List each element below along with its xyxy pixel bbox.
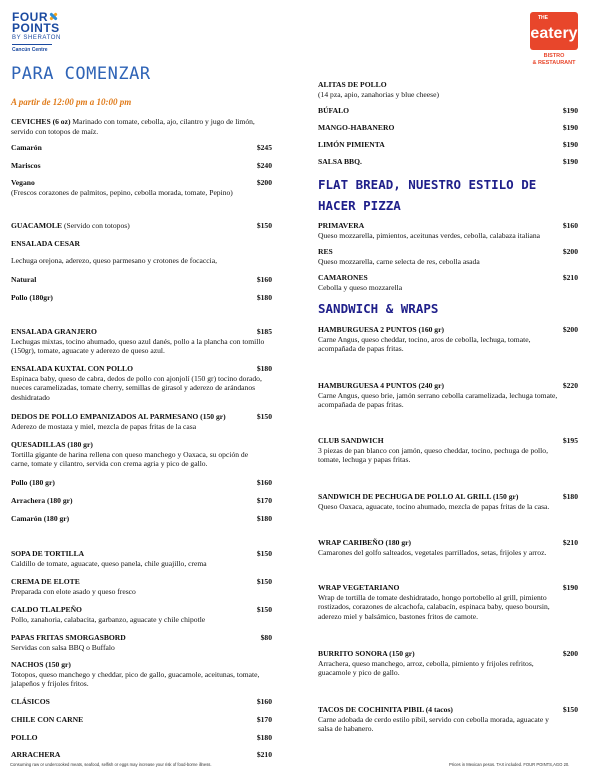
menu-item-name: BÚFALO — [318, 106, 350, 115]
menu-item — [11, 239, 266, 249]
menu-item — [11, 327, 266, 356]
menu-item-description: Carne adobada de cerdo estilo pibil, servido con cebolla morada, aguacate y salsa de habanero. — [318, 714, 549, 734]
menu-item — [11, 364, 266, 402]
menu-item — [318, 649, 558, 678]
menu-item-price: $210 — [562, 273, 578, 282]
section-title-flatbread — [318, 174, 536, 216]
menu-item-name: RES — [318, 247, 333, 256]
menu-item — [318, 492, 558, 511]
menu-item-price: $180 — [256, 364, 272, 373]
menu-item — [11, 660, 266, 689]
menu-item-name: Natural — [11, 275, 37, 284]
menu-item — [11, 275, 266, 285]
menu-item — [11, 293, 266, 303]
menu-item-name: Camarón — [11, 143, 42, 152]
menu-item-name: NACHOS (150 gr) — [11, 660, 71, 669]
menu-item-name: CEVICHES (6 oz) — [11, 117, 71, 126]
menu-item-name: WRAP VEGETARIANO — [318, 583, 400, 592]
menu-item-price: $160 — [256, 275, 272, 284]
menu-item-price: $245 — [256, 143, 272, 152]
menu-item-price: $150 — [256, 412, 272, 421]
menu-item-description: Servidas con salsa BBQ o Buffalo — [11, 642, 115, 652]
menu-item-price: $200 — [562, 325, 578, 334]
menu-item-name: BURRITO SONORA (150 gr) — [318, 649, 415, 658]
menu-item-price: $210 — [562, 538, 578, 547]
menu-item — [11, 715, 266, 725]
menu-item-price: $180 — [256, 733, 272, 742]
menu-item-price: $170 — [256, 496, 272, 505]
menu-item-description: Queso Oaxaca, aguacate, tocino ahumado, mezcla de papas fritas de la casa. — [318, 501, 550, 511]
menu-item — [11, 750, 266, 760]
menu-item-price: $200 — [562, 247, 578, 256]
menu-item-price: $150 — [256, 577, 272, 586]
menu-item — [11, 440, 266, 469]
eatery-tagline-1: BISTRO — [543, 53, 565, 59]
logo-line-2: POINTS — [12, 21, 60, 35]
menu-item — [318, 436, 558, 465]
menu-item-price: $190 — [562, 583, 578, 592]
menu-item — [318, 123, 558, 133]
menu-item-description: Espinaca baby, queso de cabra, dedos de pollo con ajonjolí (150 gr) tocino dorado, nueces caramelizadas, tomate cherry, semillas de girasol y aderezo de arándanos deshidratado — [11, 373, 262, 402]
menu-item-description: Wrap de tortilla de tomate deshidratado, hongo portobello al grill, pimiento rostizados, corazones de alcachofa, calabacín, espinaca baby, queso boursin, aderezo miel y balsámico, bastones fritos de camote. — [318, 592, 550, 621]
menu-item — [11, 178, 266, 197]
logo-location: Cancún Centre — [12, 47, 48, 53]
menu-item-price: $200 — [562, 649, 578, 658]
menu-item-description: (14 pza, apio, zanahorias y blue cheese) — [318, 89, 440, 99]
menu-item — [11, 117, 266, 136]
menu-item-name: Pollo (180gr) — [11, 293, 53, 302]
menu-item-name: ARRACHERA — [11, 750, 61, 759]
menu-item-price: $195 — [562, 436, 578, 445]
menu-item-price: $180 — [256, 293, 272, 302]
logo-line-1: FOUR — [12, 10, 48, 24]
eatery-logo — [528, 12, 580, 70]
menu-item-description: Aderezo de mostaza y miel, mezcla de papas fritas de la casa — [11, 421, 197, 431]
menu-item-description: Marinado con tomate, cebolla, ajo, cilantro y jugo de limón, servido con totopos de maíz. — [11, 117, 255, 136]
menu-item-name: LIMÓN PIMIENTA — [318, 140, 385, 149]
four-points-logo — [12, 12, 98, 60]
menu-item-name: PRIMAVERA — [318, 221, 365, 230]
menu-item-price: $220 — [562, 381, 578, 390]
menu-item-description: Preparada con elote asado y queso fresco — [11, 586, 136, 596]
menu-item-price: $190 — [562, 140, 578, 149]
eatery-badge — [530, 12, 578, 50]
menu-item-name: Arrachera (180 gr) — [11, 496, 73, 505]
menu-item-description: Camarones del golfo salteados, vegetales parrillados, setas, frijoles y arroz. — [318, 547, 547, 557]
menu-item-description: Lechuga orejona, aderezo, queso parmesano y crotones de focaccia, — [11, 256, 217, 265]
section-title-sandwich: SANDWICH & WRAPS — [318, 301, 439, 316]
menu-item-name: QUESADILLAS (180 gr) — [11, 440, 93, 449]
menu-item-description: Cebolla y queso mozzarella — [318, 282, 403, 292]
menu-item-price: $190 — [562, 106, 578, 115]
menu-item-price: $160 — [256, 478, 272, 487]
menu-item-name: CREMA DE ELOTE — [11, 577, 80, 586]
menu-item — [11, 496, 266, 506]
menu-item — [318, 140, 558, 150]
menu-item-price: $210 — [256, 750, 272, 759]
menu-item-description: Caldillo de tomate, aguacate, queso panela, chile guajillo, crema — [11, 558, 207, 568]
menu-item-name: TACOS DE COCHINITA PIBIL (4 tacos) — [318, 705, 453, 714]
menu-item — [318, 381, 558, 410]
menu-item-name: Pollo (180 gr) — [11, 478, 55, 487]
menu-item-price: $150 — [562, 705, 578, 714]
menu-item-description: 3 piezas de pan blanco con jamón, queso cheddar, tocino, pechuga de pollo, tomate, lechuga y papas fritas. — [318, 445, 548, 465]
menu-item-name: ENSALADA CESAR — [11, 239, 80, 248]
menu-item-name: WRAP CARIBEÑO (180 gr) — [318, 538, 412, 547]
menu-item — [318, 325, 558, 354]
menu-item — [11, 514, 266, 524]
menu-item-name: Vegano — [11, 178, 35, 187]
menu-item-name: SOPA DE TORTILLA — [11, 549, 85, 558]
menu-item-price: $150 — [256, 549, 272, 558]
menu-item-description: Queso mozzarella, pimientos, aceitunas verdes, cebolla, calabaza italiana — [318, 230, 541, 240]
flatbread-title-line-2: HACER PIZZA — [318, 198, 401, 213]
logo-byline: BY SHERATON — [12, 35, 61, 41]
menu-item — [11, 478, 266, 488]
footer-prices-note: Prices in Mexican pesos. TAX included. FOUR POINTS,AGO 20. — [449, 762, 570, 767]
menu-item-description: Carne Angus, queso cheddar, tocino, aros de cebolla, lechuga, tomate, acompañada de papas fritas. — [318, 334, 531, 354]
menu-item-name: CLUB SANDWICH — [318, 436, 384, 445]
menu-item — [318, 705, 558, 734]
menu-item-description: Lechugas mixtas, tocino ahumado, queso azul danés, pollo a la plancha con tomillo (150gr), tomate, aguacate y aderezo de queso azul. — [11, 336, 265, 356]
menu-item-description: Pollo, zanahoria, calabacita, garbanzo, aguacate y chile chipotle — [11, 614, 206, 624]
menu-item — [11, 256, 266, 266]
menu-item-price: $190 — [562, 157, 578, 166]
menu-item — [11, 605, 266, 624]
menu-item-name: PAPAS FRITAS SMORGASBORD — [11, 633, 126, 642]
menu-item-price: $185 — [256, 327, 272, 336]
service-hours: A partir de 12:00 pm a 10:00 pm — [11, 97, 132, 107]
four-points-mark-icon — [49, 12, 58, 21]
eatery-small-text: THE — [538, 15, 548, 21]
menu-item-name: SANDWICH DE PECHUGA DE POLLO AL GRILL (150 gr) — [318, 492, 519, 501]
menu-item-description: Carne Angus, queso brie, jamón serrano cebolla caramelizada, lechuga tomate, acompañada de papas fritas. — [318, 390, 558, 410]
menu-item-name: SALSA BBQ. — [318, 157, 362, 166]
eatery-name: eatery — [530, 25, 578, 42]
menu-item — [318, 80, 558, 99]
menu-item — [11, 633, 266, 652]
menu-item-name: ENSALADA KUXTAL CON POLLO — [11, 364, 134, 373]
menu-item — [11, 143, 266, 153]
menu-item-name: CALDO TLALPEÑO — [11, 605, 82, 614]
menu-item-name: ENSALADA GRANJERO — [11, 327, 97, 336]
menu-item-price: $170 — [256, 715, 272, 724]
menu-item-name: CAMARONES — [318, 273, 368, 282]
menu-item-price: $190 — [562, 123, 578, 132]
menu-item-name: POLLO — [11, 733, 38, 742]
menu-item — [318, 157, 558, 167]
menu-item-price: $200 — [256, 178, 272, 187]
menu-item-price: $150 — [256, 221, 272, 230]
menu-item — [11, 733, 266, 743]
menu-item-price: $160 — [256, 697, 272, 706]
menu-item-name: Camarón (180 gr) — [11, 514, 70, 523]
menu-item-price: $180 — [562, 492, 578, 501]
menu-item-name: CHILE CON CARNE — [11, 715, 84, 724]
menu-item-description: Queso mozzarella, carne selecta de res, cebolla asada — [318, 256, 480, 266]
menu-item-price: $160 — [562, 221, 578, 230]
menu-item — [318, 106, 558, 116]
menu-item-name: HAMBURGUESA 4 PUNTOS (240 gr) — [318, 381, 445, 390]
menu-item — [11, 697, 266, 707]
menu-item-description: Totopos, queso manchego y cheddar, pico de gallo, guacamole, aceitunas, tomate, jalapeños y frijoles fritos. — [11, 669, 260, 689]
menu-item-description: Arrachera, queso manchego, arroz, cebolla, pimiento y frijoles refritos, guacamole y pico de gallo. — [318, 658, 534, 678]
logo-divider — [12, 44, 52, 45]
menu-item-name: HAMBURGUESA 2 PUNTOS (160 gr) — [318, 325, 445, 334]
menu-item — [318, 538, 558, 557]
menu-item-name: DEDOS DE POLLO EMPANIZADOS AL PARMESANO (150 gr) — [11, 412, 226, 421]
menu-item-name: ALITAS DE POLLO — [318, 80, 387, 89]
menu-item-price: $150 — [256, 605, 272, 614]
menu-item — [11, 549, 266, 568]
menu-item-description: Tortilla gigante de harina rellena con queso manchego y Oaxaca, su opción de carne, tomate y cilantro, servida con crema agria y pico de gallo. — [11, 449, 249, 469]
menu-item — [11, 412, 266, 431]
menu-item-name: MANGO-HABANERO — [318, 123, 395, 132]
menu-item-name: GUACAMOLE — [11, 221, 63, 230]
menu-item-price: $180 — [256, 514, 272, 523]
footer-disclaimer: Consuming raw or undercooked meats, seafood, selfish or eggs may increase your risk of food-borne illness. — [10, 762, 212, 767]
menu-item-name: CLÁSICOS — [11, 697, 50, 706]
menu-item — [318, 583, 558, 621]
menu-item-description: (Servido con totopos) — [63, 221, 130, 230]
menu-item — [11, 221, 266, 231]
menu-item — [11, 577, 266, 596]
menu-item-price: $80 — [260, 633, 272, 642]
menu-item-name: Mariscos — [11, 161, 41, 170]
eatery-tagline-2: & RESTAURANT — [532, 60, 576, 66]
menu-item — [11, 161, 266, 171]
menu-item-price: $240 — [256, 161, 272, 170]
menu-item-description: (Frescos corazones de palmitos, pepino, cebolla morada, tomate, Pepino) — [11, 187, 233, 197]
section-title-para-comenzar: PARA COMENZAR — [11, 64, 151, 84]
flatbread-title-line-1: FLAT BREAD, NUESTRO ESTILO DE — [318, 177, 537, 192]
